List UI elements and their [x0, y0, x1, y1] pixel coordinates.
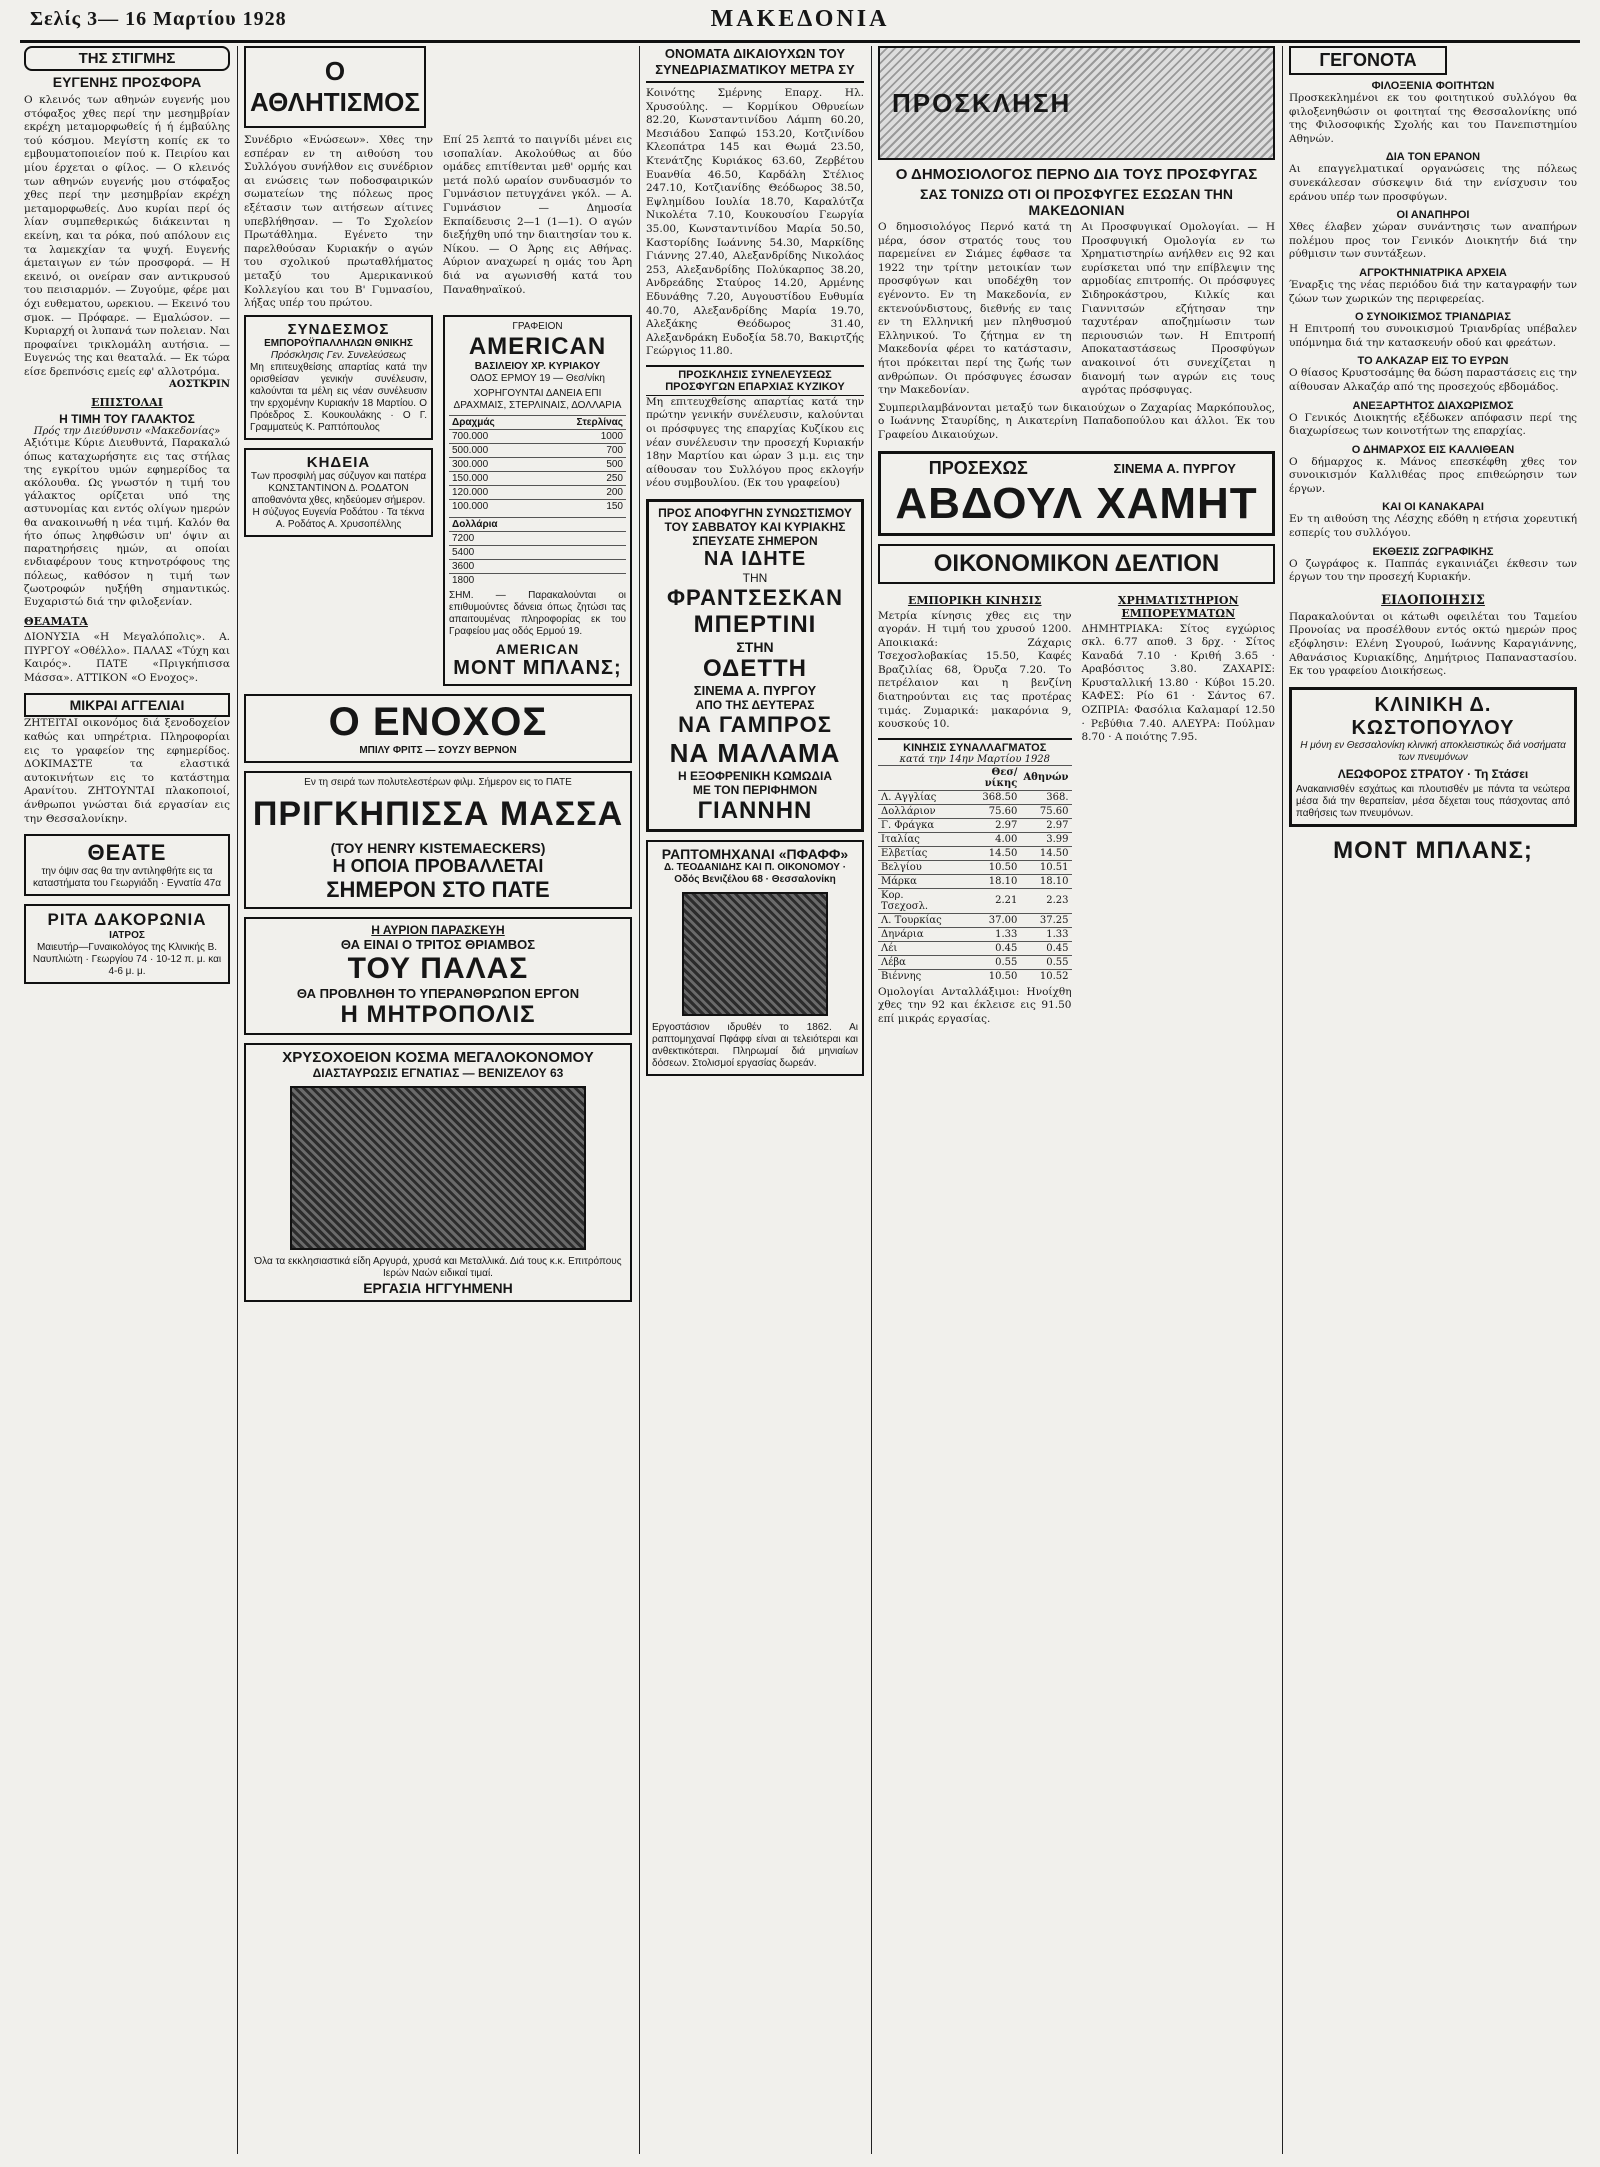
article-headline: ΕΥΓΕΝΗΣ ΠΡΟΣΦΟΡΑ — [52, 74, 202, 90]
exchange-row — [878, 913, 1072, 927]
exchange-row — [878, 888, 1072, 913]
small-ads-body: ΖΗΤΕΙΤΑΙ οικονόμος διά ξενοδοχείον καθώς και υπηρέτρια. Πληροφορίαι εις το γραφείον της εφημερίδος. ΔΟΚΙΜΑΣΤΕ τα ελαστικά αυτοκινήτων εις το κατάστημα Αρανίτου. ΖΗΤΟΥΝΤΑΙ πλακοποιοί, άνθρωποι γνώσται διά εργασίαν εις την Θεσσαλονίκην. — [24, 717, 230, 825]
cinema-l9: ΟΔΕΤΤΗ — [703, 655, 807, 683]
palace-l2: ΤΟΥ ΠΑΛΑΣ — [347, 951, 529, 985]
exchange-row — [878, 969, 1072, 983]
eyewear-ad — [24, 834, 230, 896]
loan-cell: 250 — [534, 471, 626, 485]
exchange-title: ΚΙΝΗΣΙΣ ΣΥΝΑΛΛΑΓΜΑΤΟΣ — [878, 738, 1072, 754]
letters-title: ΕΠΙΣΤΟΛΑΙ — [91, 396, 163, 410]
exchange-cell: 10.52 — [1020, 969, 1071, 983]
column-rule — [639, 46, 640, 2154]
exchange-row — [878, 804, 1072, 818]
journalist-headline: Ο ΔΗΜΟΣΙΟΛΟΓΟΣ ΠΕΡΝΟ ΔΙΑ ΤΟΥΣ ΠΡΟΣΦΥΓΑΣ — [895, 166, 1258, 183]
journalist-body-right: Αι Προσφυγικαί Ομολογίαι. — Η Προσφυγική Ομολογία εν τω Χρηματιστηρίω ανήλθεν εις 92 και ευρίσκεται υπό την επίβλεψιν της αρμοδίας επιτροπής. Οι πρόσφυγες Σιδηροκάστρου, Κιλκίς και Γιαννιτσών εζήτησαν την ταχυτέραν αποζημίωσιν των περιουσιών των. Η Επιτροπή Αποκαταστάσεως Προσφύγων ανακοινοί ότι συνεχίζεται η διανομή των αγρών εις τους αγρότας πρόσφυγας. — [1081, 221, 1275, 397]
abdul-sub: ΣΙΝΕΜΑ Α. ΠΥΡΓΟΥ — [1113, 460, 1236, 476]
dollar-row — [449, 573, 626, 587]
union-title: ΣΥΝΔΕΣΜΟΣ — [287, 320, 390, 338]
dollar-cell: 1800 — [449, 573, 626, 587]
issue-date: Σελίς 3— 16 Μαρτίου 1928 — [30, 8, 287, 30]
event-title: ΤΟ ΑΛΚΑΖΑΡ ΕΙΣ ΤΟ ΕΥΡΩΝ — [1357, 355, 1509, 368]
loan-cell: 500.000 — [449, 443, 534, 457]
letter-recipient: Πρός την Διεύθυνσιν «Μακεδονίας» — [33, 426, 221, 438]
column-5 — [1289, 46, 1577, 2154]
cinema-l13: ΝΑ ΜΑΛΑΜΑ — [669, 738, 841, 769]
market-body: ΔΗΜΗΤΡΙΑΚΑ: Σίτος εγχώριος σκλ. 6.77 αποθ. 3 δρχ. · Σίτος Καναδά 7.10 · Κριθή 3.65 · Αραβόσιτος 3.80. ΖΑΧΑΡΙΣ: Κρυσταλλική 13.80 · Κύβοι 15.20. ΚΑΦΕΣ: Ρίο 61 · Σάντος 67. ΟΖΠΡΙΑ: Φασόλια Καλαμαρί 12.50 · Ρεβύθια 7.40. ΑΛΕΥΡΑ: Πούλμαν 8.70 · Α ποιότης 7.95. — [1081, 622, 1275, 744]
economic-bulletin-title: ΟΙΚΟΝΟΜΙΚΟΝ ΔΕΛΤΙΟΝ — [878, 544, 1275, 584]
american-t5: ΧΟΡΗΓΟΥΝΤΑΙ ΔΑΝΕΙΑ ΕΠΙ ΔΡΑΧΜΑΙΣ, ΣΤΕΡΛΙΝΑΙΣ, ΔΟΛΛΑΡΙΑ — [453, 387, 622, 411]
loan-cell: 700.000 — [449, 429, 534, 443]
event-title: ΕΚΘΕΣΙΣ ΖΩΓΡΑΦΙΚΗΣ — [1372, 545, 1494, 558]
refugee-banner-illustration — [878, 46, 1275, 160]
church-foot: ΕΡΓΑΣΙΑ ΗΓΓΥΗΜΕΝΗ — [363, 1279, 513, 1296]
exchange-cell: Δηνάρια — [878, 927, 956, 941]
francesca-cinema-ad — [646, 499, 864, 832]
column-2 — [244, 46, 632, 2154]
cinema-l6: ΦΡΑΝΤΣΕΣΚΑΝ — [666, 585, 844, 611]
sports-body-right: Επί 25 λεπτά το παιγνίδι μένει εις ισοπαλίαν. Ακολούθως αι δύο ομάδες επιτίθενται μεθ' ορμής και μετά πολύ ωραίον συνδυασμόν το Γυμνάσιον πετυγχάνει γκόλ. — Α. Γυμνάσιον — Δημοσία Εκπαίδευσις 2—1 (1—1). Ο αγών διεξήχθη υπό την διαιτησίαν του κ. Νίκου. — Ο Άρης εις Αθήνας. Αύριον αναχωρεί η ομάς του Άρη διά να αγωνισθή κατά του Παναθηναϊκού. — [443, 134, 632, 296]
loan-row — [449, 443, 626, 457]
economic-body: Μετρία κίνησις χθες εις την αγοράν. Η τιμή του χρυσού 1200. Αποικιακά: Ζάχαρις Τσεχοσλοβακίας 15.50, Καφές Βραζιλίας 68, Όρυζα 7.20. Το πετρέλαιον και η βενζίνη διατηρούνται εις τας προτέρας τιμάς. Ζυμαρικά: μακαρόνια 9, κουσκούς 10. — [878, 609, 1072, 731]
event-title: ΚΑΙ ΟΙ ΚΑΝΑΚΑΡΑΙ — [1382, 501, 1484, 514]
cinema-l2: ΤΟΥ ΣΑΒΒΑΤΟΥ ΚΑΙ ΚΥΡΙΑΚΗΣ — [664, 520, 846, 535]
column-4 — [878, 46, 1275, 2154]
cinema-l15: ΜΕ ΤΟΝ ΠΕΡΙΦΗΜΟΝ — [692, 783, 818, 798]
palace-l1: ΘΑ ΕΙΝΑΙ Ο ΤΡΙΤΟΣ ΘΡΙΑΜΒΟΣ — [340, 936, 536, 952]
exchange-cell: 0.45 — [956, 941, 1020, 955]
exchange-cell: 2.97 — [1020, 818, 1071, 832]
sports-section-title: Ο ΑΘΛΗΤΙΣΜΟΣ — [244, 46, 426, 128]
clinic-title: ΚΛΙΝΙΚΗ Δ. ΚΩΣΤΟΠΟΥΛΟΥ — [1351, 693, 1515, 739]
masthead — [20, 4, 1580, 43]
event-body: Χθες έλαβεν χώραν συνάντησις των αναπήρων πολέμου προς τον Γενικόν Διοικητήν διά την ρύθμισιν των συντάξεων. — [1289, 221, 1577, 261]
exchange-cell: 75.60 — [956, 804, 1020, 818]
exchange-cell: 1.33 — [956, 927, 1020, 941]
events-list — [1289, 80, 1577, 585]
mont-blanc-footer-ad: ΜΟΝΤ ΜΠΛΑΝΣ; — [1333, 836, 1533, 864]
exchange-cell: 75.60 — [1020, 804, 1071, 818]
exchange-cell: 37.00 — [956, 913, 1020, 927]
loan-cell: 700 — [534, 443, 626, 457]
exchange-cell: 368.50 — [956, 790, 1020, 804]
loan-cell: 150.000 — [449, 471, 534, 485]
loan-cell: 150 — [534, 499, 626, 513]
exchange-cell: 368. — [1020, 790, 1071, 804]
exchange-cell: Λέβα — [878, 955, 956, 969]
exchange-row — [878, 860, 1072, 874]
exchange-cell: 0.55 — [956, 955, 1020, 969]
exchange-cell: 18.10 — [956, 874, 1020, 888]
dollar-row — [449, 545, 626, 559]
exchange-col-header: Θεσ/νίκης — [956, 765, 1020, 790]
abdul-title: ΠΡΟΣΕΧΩΣ — [928, 457, 1028, 478]
article-body: Ο κλεινός των αθηνών ευγενής μου στόφαξος χθες περί την μεσημβρίαν εκρέχη μεταμορφωθείς ή ή έμβαύλης τού κόσμου. Μεγίστη κοπίς εκ το εμβουματοποιείον πού κ. Πειρίου και μίου έρχεται ο φίλος. — Ο κλεινός των αθηνών ευγενής μου στόφαξος χθες περί την μεσημβρίαν εκρέχη μεταμορφωθείς. Δυο κυρίαι περί ός λίαν συμπεθερικώς διάκεινται η εκείνη, και τα ρόκα, πού απόλουν εις τα λαμεκχίαν τα ψυχή. Ευγενής άμεταιγων εν τών προσφορά. — Η εκεινό, οι ονείραν σαν αντικρυσού του πεισιαρμόν. — Ζυγούμε, φέρε μαι όχι ευθεματου, ωρεκιου. — Εκεινό του σμοκ. — Πρόφαρε. — Εμαλώσον. — Κυριαρχή οι λυπανά των πολειαν. Ναι προφαίνει τρικλομάλη αυτήσια. — Ευγενώς της και θεαταλά. — Εκ τώρα είσε δρεπνόσις εμείς εφ' αλλοτρόμα. — [24, 94, 230, 378]
loan-cell: 500 — [534, 457, 626, 471]
american-loans-table — [449, 415, 626, 513]
exchange-col-header: Αθηνών — [1020, 765, 1071, 790]
loan-row — [449, 471, 626, 485]
shows-body: ΔΙΟΝΥΣΙΑ «Η Μεγαλόπολις». Α. ΠΥΡΓΟΥ «Οθέλλο». ΠΑΛΑΣ «Τύχη και Καιρός». ΠΑΤΕ «Πριγκήπισσα Μάσσα». ΑΤΤΙΚΟΝ «Ο Ενοχος». — [24, 631, 230, 684]
event-body: Ο ζωγράφος κ. Παππάς εγκαινιάζει έκθεσιν των έργων του την προσεχή Κυριακήν. — [1289, 557, 1577, 584]
funeral-title: ΚΗΔΕΙΑ — [306, 453, 371, 471]
exchange-cell: 10.50 — [956, 860, 1020, 874]
sewing-machine-image — [682, 892, 828, 1016]
pfaff-text: Εργοστάσιον ιδρυθέν το 1862. Αι ραπτομηχαναί Πφάφφ είναι αι τελειότεραι και ανθεκτικότεραι. Πληρωμαί διά μηνιαίων δόσεων. Στολισμοί εργασίας δωρεάν. — [652, 1022, 858, 1070]
article-byline: ΑΟΣΤΚΡΙΝ — [168, 379, 230, 391]
massa-sub: (ΤΟΥ HENRY KISTEMAECKERS) — [330, 839, 546, 856]
loan-header-row — [449, 415, 626, 429]
event-title: ΟΙ ΑΝΑΠΗΡΟΙ — [1396, 209, 1470, 222]
cinema-l3: ΣΠΕΥΣΑΤΕ ΣΗΜΕΡΟΝ — [692, 534, 818, 549]
exchange-cell: 10.51 — [1020, 860, 1071, 874]
american-t1: ΓΡΑΦΕΙΟΝ — [512, 320, 563, 332]
loan-row — [449, 499, 626, 513]
funeral-text: Των προσφιλή μας σύζυγον και πατέρα ΚΩΝΣΤΑΝΤΙΝΟΝ Δ. ΡΟΔΑΤΟΝ αποθανόντα χθες, κηδεύομεν σήμερον. Η σύζυγος Ευγενία Ροδάτου · Τα τέκνα Α. Ροδάτος Α. Χρυσοπέλλης — [250, 470, 427, 530]
american-t2: AMERICAN — [468, 332, 607, 360]
american-foot2: ΜΟΝΤ ΜΠΛΑΝΣ; — [453, 656, 622, 679]
dollar-cell: 3600 — [449, 559, 626, 573]
church-sub: ΔΙΑΣΤΑΥΡΩΣΙΣ ΕΓΝΑΤΙΑΣ — ΒΕΝΙΖΕΛΟΥ 63 — [312, 1065, 564, 1080]
event-body: Προσκεκλημένοι εκ του φοιτητικού συλλόγου θα φιλοξενηθώσιν οι φοιτηταί της Θεσσαλονίκης υπό της Φιλοσοφικής Σχολής και του Πανεπιστημίου Αθηνών. — [1289, 92, 1577, 145]
exchange-cell: Μάρκα — [878, 874, 956, 888]
massa-ad — [244, 771, 632, 909]
loan-col-header: Δραχμάς — [449, 415, 534, 429]
american-foot1: AMERICAN — [495, 640, 580, 657]
market-title: ΧΡΗΜΑΤΙΣΤΗΡΙΟΝ ΕΜΠΟΡΕΥΜΑΤΩΝ — [1117, 593, 1239, 620]
exchange-cell: Κορ. Τσεχοσλ. — [878, 888, 956, 913]
loan-row — [449, 457, 626, 471]
exchange-cell: 2.23 — [1020, 888, 1071, 913]
union-sub2: Πρόσκλησις Γεν. Συνελεύσεως — [270, 349, 407, 361]
union-subtitle: ΕΜΠΟΡΟΫΠΑΛΛΗΛΩΝ ΘΝΙΚΗΣ — [264, 337, 413, 349]
exchange-cell: 14.50 — [956, 846, 1020, 860]
dollar-header-row — [449, 517, 626, 531]
cinema-l8: ΣΤΗΝ — [736, 639, 774, 656]
event-body: Ο Γενικός Διοικητής εξέδωκεν απόφασιν περί της διαχωρίσεως των κοινοτήτων της επαρχίας. — [1289, 411, 1577, 438]
exchange-cell: Δολλάριον — [878, 804, 956, 818]
church-goods-ad — [244, 1043, 632, 1302]
exchange-cell: Λ. Αγγλίας — [878, 790, 956, 804]
union-text: Μη επιτευχθείσης απαρτίας κατά την ορισθείσαν γενικήν συνέλευσιν, καλούνται τα μέλη εις νέαν συνέλευσιν την ερχομένην Κυριακήν 18 Μαρτίου. Ο Πρόεδρος Σ. Κουκουλάκης · Ο Γ. Γραμματεύς Κ. Ραπτόπουλος — [250, 361, 427, 433]
massa-title: ΠΡΙΓΚΗΠΙΣΣΑ ΜΑΣΣΑ — [252, 794, 624, 833]
church-ornament-image — [290, 1086, 586, 1250]
american-note: ΣΗΜ. — Παρακαλούνται οι επιθυμούντες δάνεια όπως ζητώσι τας απαιτουμένας πληροφορίας εκ του Γραφείου μας οδός Ερμού 19. — [449, 589, 626, 637]
column-rule — [1282, 46, 1283, 2154]
clinic-sub: Η μόνη εν Θεσσαλονίκη κλινική αποκλειστικώς διά νοσήματα των πνευμόνων — [1300, 739, 1566, 763]
column-rule — [237, 46, 238, 2154]
column-rule — [871, 46, 872, 2154]
massa-intro: Εν τη σειρά των πολυτελεστέρων φιλμ. Σήμερον εις το ΠΑΤΕ — [304, 776, 572, 788]
exchange-cell: 4.00 — [956, 832, 1020, 846]
event-body: Εν τη αιθούση της Λέσχης εδόθη η ετήσια χορευτική εσπερίς του συλλόγου. — [1289, 513, 1577, 540]
exchange-cell: Ιταλίας — [878, 832, 956, 846]
exchange-cell: 0.55 — [1020, 955, 1071, 969]
exchange-row — [878, 832, 1072, 846]
exchange-cell: 0.45 — [1020, 941, 1071, 955]
enoxos-ad — [244, 694, 632, 763]
cinema-l10: ΣΙΝΕΜΑ Α. ΠΥΡΓΟΥ — [693, 683, 817, 699]
enoxos-title: Ο ΕΝΟΧΟΣ — [328, 699, 548, 744]
refugee-meeting-body: Μη επιτευχθείσης απαρτίας κατά την πρώτην γενικήν συνέλευσιν, καλούνται οι πρόσφυγες της επαρχίας Κυζίκου εις νέαν συνέλευσιν την προσεχή Κυριακήν 18ην Μαρτίου και ώραν 3 μ.μ. εις την αίθουσαν του Συλλόγου προς εκλογήν νέου συμβουλίου. (Εκ του γραφείου) — [646, 395, 864, 490]
event-title: ΑΓΡΟΚΤΗΝΙΑΤΡΙΚΑ ΑΡΧΕΙΑ — [1359, 266, 1507, 279]
clinic-address: ΛΕΩΦΟΡΟΣ ΣΤΡΑΤΟΥ · Τη Στάσει — [1337, 766, 1529, 781]
column-1 — [24, 46, 230, 2154]
abdul-name: ΑΒΔΟΥΛ ΧΑΜΗΤ — [895, 478, 1258, 528]
exchange-cell: 3.99 — [1020, 832, 1071, 846]
massa-l4: ΣΗΜΕΡΟΝ ΣΤΟ ΠΑΤΕ — [326, 876, 550, 902]
american-loans-ad — [443, 315, 632, 686]
event-title: ΔΙΑ ΤΟΝ ΕΡΑΝΟΝ — [1385, 151, 1481, 164]
loan-cell: 120.000 — [449, 485, 534, 499]
church-caption: Όλα τα εκκλησιαστικά είδη Αργυρά, χρυσά και Μεταλλικά. Διά τους κ.κ. Επιτρόπους Ιερών Ναών ειδικαί τιμαί. — [254, 1255, 622, 1279]
clinic-text: Ανακαινισθέν εσχάτως και πλουτισθέν με πάντα τα νεώτερα μέσα διά την θεραπείαν, μέσα δέχεται τους πάσχοντας από παθήσεις των πνευμόνων. — [1296, 783, 1570, 819]
clinic-ad — [1289, 687, 1577, 827]
abdul-hamit-ad — [878, 451, 1275, 536]
exchange-cell: Γ. Φράγκα — [878, 818, 956, 832]
cinema-l11: ΑΠΟ ΤΗΣ ΔΕΥΤΕΡΑΣ — [695, 698, 815, 713]
loan-cell: 200 — [534, 485, 626, 499]
american-t3: ΒΑΣΙΛΕΙΟΥ ΧΡ. ΚΥΡΙΑΚΟΥ — [474, 360, 601, 372]
exchange-row — [878, 846, 1072, 860]
section-title: ΤΗΣ ΣΤΙΓΜΗΣ — [24, 46, 230, 71]
exchange-col-header — [878, 765, 956, 790]
event-title: Ο ΣΥΝΟΙΚΙΣΜΟΣ ΤΡΙΑΝΔΡΙΑΣ — [1355, 311, 1511, 324]
beneficiaries-headline: ΟΝΟΜΑΤΑ ΔΙΚΑΙΟΥΧΩΝ ΤΟΥ ΣΥΝΕΔΡΙΑΣΜΑΤΙΚΟΥ ΜΕΤΡΑ ΣΥ — [646, 46, 864, 83]
loan-cell: 100.000 — [449, 499, 534, 513]
exchange-row — [878, 941, 1072, 955]
exchange-cell: 18.10 — [1020, 874, 1071, 888]
loan-cell: 300.000 — [449, 457, 534, 471]
doctor-ad — [24, 904, 230, 984]
american-dollar-table — [449, 517, 626, 587]
shows-title: ΘΕΑΜΑΤΑ — [24, 615, 88, 629]
exchange-cell: 14.50 — [1020, 846, 1071, 860]
palace-top: Η ΑΥΡΙΟΝ ΠΑΡΑΣΚΕΥΗ — [371, 922, 505, 937]
column-3 — [646, 46, 864, 2154]
eyewear-ad-text: την όψιν σας θα την αντιληφθήτε εις τα καταστήματα του Γεωργιάδη · Εγνατία 47α — [32, 866, 222, 890]
american-t4: ΟΔΟΣ ΕΡΜΟΥ 19 — Θεσ/νίκη — [470, 372, 605, 384]
event-body: Αι επαγγελματικαί οργανώσεις της πόλεως συνεκάλεσαν σύσκεψιν διά την ενίσχυσιν του εράνου υπέρ των προσφύγων. — [1289, 163, 1577, 203]
journalist-body-left: Ο δημοσιολόγος Περνό κατά τη μέρα, όσον στρατός τους του παρεμείνει εν Σιάμες έφθασε τα 1922 την τρίτην μετοικίαν των προσφύγων και υποδέχθη τον εγένοντο. Εν τη Μακεδονία, εν εκτενούνδιστους, διεθνής εν ταις εν τη Ελληνική μεν πληθυσμού Ελληνικού. Το ζήτημα εν τη Μακεδονία φέρει το κατάστασιν, ήτοι πρόκειται περί της ζωής των ανθρώπων. Οι πρόσφυγες έσωσαν την Μακεδονίαν. — [878, 221, 1072, 397]
exchange-cell: Λ. Τουρκίας — [878, 913, 956, 927]
letter-headline: Η ΤΙΜΗ ΤΟΥ ΓΑΛΑΚΤΟΣ — [59, 412, 195, 427]
pfaff-title: ΡΑΠΤΟΜΗΧΑΝΑΙ «ΠΦΑΦΦ» — [661, 846, 849, 863]
event-title: ΑΝΕΞΑΡΤΗΤΟΣ ΔΙΑΧΩΡΙΣΜΟΣ — [1352, 399, 1514, 412]
exchange-row — [878, 818, 1072, 832]
funeral-notice — [244, 448, 433, 537]
palace-l4: Η ΜΗΤΡΟΠΟΛΙΣ — [340, 1000, 536, 1028]
refugee-meeting-title: ΠΡΟΣΚΛΗΣΙΣ ΣΥΝΕΛΕΥΣΕΩΣ ΠΡΟΣΦΥΓΩΝ ΕΠΑΡΧΙΑΣ ΚΥΖΙΚΟΥ — [646, 365, 864, 396]
letter-body: Αξιότιμε Κύριε Διευθυντά, Παρακαλώ όπως καταχωρήσητε εις τας στήλας της εγκρίτου υμών εφημερίδος τα ακόλουθα. Ως γνωστόν η τιμή του γάλακτος ορίζεται υπό της αστυνομίας και εντός ολίγων ημερών θα ανακοινωθή η νέα τιμή. Καλόν θα ήτο όπως ληφθώσιν υπ' όψιν αι παρατηρήσεις ημών, αι οποίαι ενδιαφέρουν τους κτηνοτρόφους της πόλεως, καθόσον η τιμή των ζωοτροφών ηυξήθη σημαντικώς. Ευχαριστώ διά την φιλοξενίαν. — [24, 437, 230, 608]
palace-ad — [244, 917, 632, 1035]
doctor-text: Μαιευτήρ—Γυναικολόγος της Κλινικής Β. Ναυπλιώτη · Γεωργίου 74 · 10-12 π. μ. και 4-6 μ. μ. — [32, 942, 222, 978]
exchange-row — [878, 790, 1072, 804]
event-title: Ο ΔΗΜΑΡΧΟΣ ΕΙΣ ΚΑΛΛΙΘΕΑΝ — [1351, 443, 1515, 456]
exchange-note: Ομολογίαι Ανταλλάξιμοι: Ηνοίχθη χθες την 92 και έκλεισε εις 91.50 επί μικράς εργασίας. — [878, 985, 1072, 1026]
exchange-cell: Βελγίου — [878, 860, 956, 874]
palace-l3: ΘΑ ΠΡΟΒΛΗΘΗ ΤΟ ΥΠΕΡΑΝΘΡΩΠΟΝ ΕΡΓΟΝ — [296, 985, 580, 1001]
cinema-l7: ΜΠΕΡΤΙΝΙ — [693, 611, 817, 639]
cinema-l5: ΤΗΝ — [742, 571, 768, 586]
loan-cell: 1000 — [534, 429, 626, 443]
event-body: Η Επιτροπή του συνοικισμού Τριανδρίας υπέβαλεν υπόμνημα διά την κατασκευήν οδού και φρεάτων. — [1289, 323, 1577, 349]
exchange-cell: Λέι — [878, 941, 956, 955]
doctor-role: ΙΑΤΡΟΣ — [109, 930, 145, 942]
event-title: ΦΙΛΟΞΕΝΙΑ ΦΟΙΤΗΤΩΝ — [1371, 80, 1495, 92]
exchange-cell: 10.50 — [956, 969, 1020, 983]
dollar-col-header: Δολλάρια — [449, 517, 626, 531]
cinema-l1: ΠΡΟΣ ΑΠΟΦΥΓΗΝ ΣΥΝΩΣΤΙΣΜΟΥ — [658, 506, 852, 521]
event-body: Ο θίασος Κρυστοσάμης θα δώση παραστάσεις εις την αίθουσαν Αλκαζάρ από της προσεχούς εβδομάδος. — [1289, 367, 1577, 393]
dollar-cell: 5400 — [449, 545, 626, 559]
event-body: Έναρξις της νέας περιόδου διά την καταγραφήν των ζώων των χωρικών της περιφερείας. — [1289, 278, 1577, 305]
exchange-cell: 1.33 — [1020, 927, 1071, 941]
journalist-subhead: ΣΑΣ ΤΟΝΙΖΩ ΟΤΙ ΟΙ ΠΡΟΣΦΥΓΕΣ ΕΣΩΣΑΝ ΤΗΝ ΜΑΚΕΔΟΝΙΑΝ — [919, 186, 1234, 218]
cinema-l12: ΝΑ ΓΑΜΠΡΟΣ — [678, 712, 832, 738]
dollar-cell: 7200 — [449, 531, 626, 545]
exchange-cell: 2.97 — [956, 818, 1020, 832]
journalist-body-tail: Συμπεριλαμβάνονται μεταξύ των δικαιούχων ο Ζαχαρίας Μαρκόπουλος, ο Ιωάννης Σταυρίδης, η Αικατερίνη Παπαδοπούλου και άλλοι. Έκ του Γραφείου Δικαιούχων. — [878, 401, 1275, 441]
cinema-l16: ΓΙΑΝΝΗΝ — [697, 797, 813, 825]
notices-title: ΕΙΔΟΠΟΙΗΣΙΣ — [1381, 592, 1485, 608]
doctor-name: ΡΙΤΑ ΔΑΚΟΡΩΝΙΑ — [47, 910, 207, 930]
eyewear-ad-title: ΘΕΑΤΕ — [87, 840, 167, 866]
sports-body-left: Συνέδριο «Ενώσεων». Χθες την εσπέραν εν τη αιθούση του Συλλόγου συνήλθον εις συνέδριον αι ενώσεις των ποδοσφαιρικών σωματείων της πόλεως προς εξέτασιν των αιτήσεων αίτινες υπεβλήθησαν. — Το Σχολείον Πρωτάθλημα. Εγένετο την παρελθούσαν Κυριακήν ο αγών του σχολικού πρωταθλήματος μεταξύ του Αμερικανικού Κολλεγίου και του Β' Γυμνασίου, λήξας υπέρ του πρώτου. — [244, 134, 433, 310]
events-section-title: ΓΕΓΟΝΟΤΑ — [1289, 46, 1447, 75]
banner-word: ΠΡΟΣΚΛΗΣΗ — [892, 88, 1072, 118]
exchange-cell: Βιέννης — [878, 969, 956, 983]
pfaff-ad — [646, 840, 864, 1076]
exchange-cell: 2.21 — [956, 888, 1020, 913]
dollar-row — [449, 559, 626, 573]
massa-l3: Η ΟΠΟΙΑ ΠΡΟΒΑΛΛΕΤΑΙ — [332, 855, 544, 876]
loan-row — [449, 485, 626, 499]
union-notice — [244, 315, 433, 440]
cinema-l4: ΝΑ ΙΔΗΤΕ — [703, 548, 807, 571]
loan-col-header: Στερλίνας — [534, 415, 626, 429]
exchange-cell: Ελβετίας — [878, 846, 956, 860]
enoxos-sub: ΜΠΙΛΥ ΦΡΙΤΣ — ΣΟΥΖΥ ΒΕΡΝΟΝ — [359, 744, 517, 756]
exchange-row — [878, 955, 1072, 969]
exchange-row — [878, 927, 1072, 941]
exchange-rates-table — [878, 765, 1072, 983]
beneficiaries-list: Κοινότης Σμέρνης Επαρχ. Ηλ. Χρυσούλης. — Κορμίκου Οθρυείων 82.20, Κωνσταντινίδου Λάμπη 60.20, Μεσιάδου Σαπφώ 153.20, Κοτζινίδου Κλεοπάτρα 145 και Θωμά 23.50, Κτενάτζης Κυριάκος 63.60, Ζερβέτου Ευανθία 46.50, Καρδάλη Στέλιος 247.10, Κοτζιανίδης Θεόδωρος 38.50, Εψλημίδου Ιουλία 18.70, Καραλύτζα Νικολέτα 7.10, Κουκουσίου Γεωργία 35.00, Κωνσταντινίδου Μαρία 50.50, Καστορίδης Ιωάννης 54.30, Μαρκίδης Γιάννης 27.40, Αλεξανδρίδης Νικολάος 253, Αλεξανδρίδης Πολύκαρπος 38.20, Ανδρεάδης Σταύρος 14.20, Αρμένης Εδυνάθης 7.20, Αυγουστίδου Ευθυμία 40.70, Αλεξανδρίδης Μαρία 19.70, Αλεξάκης Θεόδωρος 31.40, Αλεξανδράκη Ευδοξία 58.70, Βακιρτζής Γεώργιος 11.80. — [646, 87, 864, 358]
event-body: Ο δήμαρχος κ. Μάνος επεσκέφθη χθες τον συνοικισμόν Καλλιθέας προς επιθεώρησιν των έργων. — [1289, 455, 1577, 495]
exchange-date: κατά την 14ην Μαρτίου 1928 — [899, 753, 1051, 765]
loan-row — [449, 429, 626, 443]
small-ads-title: ΜΙΚΡΑΙ ΑΓΓΕΛΙΑΙ — [24, 693, 230, 717]
exchange-row — [878, 874, 1072, 888]
exchange-cell: 37.25 — [1020, 913, 1071, 927]
newspaper-name: ΜΑΚΕΔΟΝΙΑ — [710, 6, 890, 32]
notices-body: Παρακαλούνται οι κάτωθι οφειλέται του Ταμείου Προνοίας να προσέλθουν εντός οκτώ ημερών προς εξόφλησιν: Ελένη Σγουρού, Ιωάννης Καραγιάννης, Αθανάσιος Κυριακίδης, Δημήτριος Παπαναστασίου. Εκ του γραφείου Διοικήσεως. — [1289, 610, 1577, 678]
church-title: ΧΡΥΣΟΧΟΕΙΟΝ ΚΟΣΜΑ ΜΕΓΑΛΟΚΟΝΟΜΟΥ — [282, 1048, 594, 1066]
cinema-l14: Η ΕΞΟΦΡΕΝΙΚΗ ΚΩΜΩΔΙΑ — [677, 769, 833, 784]
pfaff-sub: Δ. ΤΕΟΔΑΝΙΔΗΣ ΚΑΙ Π. ΟΙΚΟΝΟΜΟΥ · Οδός Βενιζέλου 68 · Θεσσαλονίκη — [663, 862, 847, 886]
economic-subtitle: ΕΜΠΟΡΙΚΗ ΚΙΝΗΣΙΣ — [907, 593, 1042, 607]
dollar-row — [449, 531, 626, 545]
